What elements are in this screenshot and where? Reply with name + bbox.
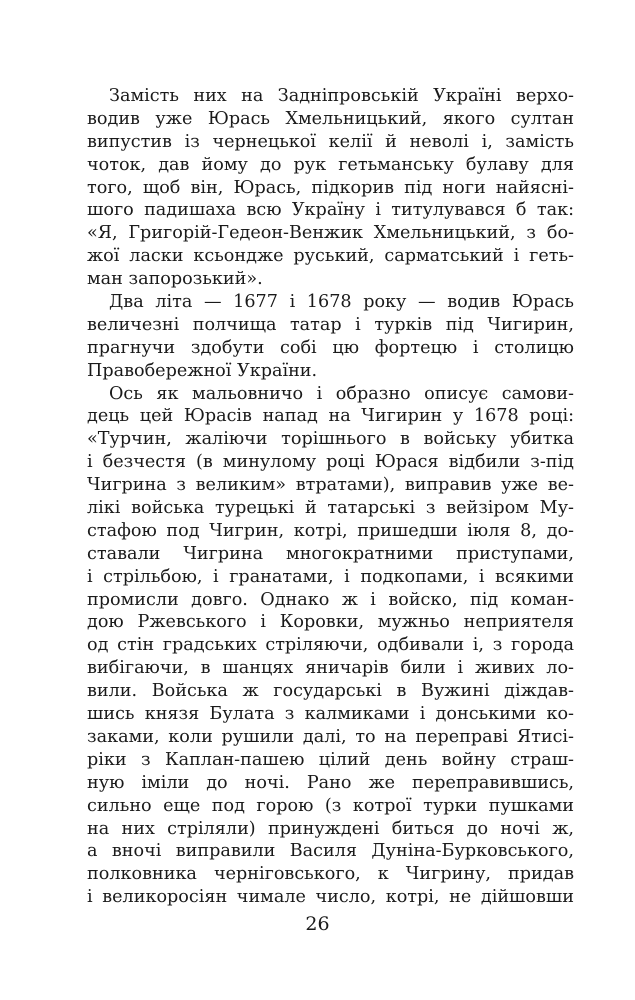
text-line: жої ласки ксьондже руський, сарматський і геть- xyxy=(87,246,574,267)
text-line: дець цей Юрасів напад на Чигирин у 1678 році: xyxy=(87,406,574,427)
text-line: на них стріляли) принуждені биться до ночі ж, xyxy=(87,818,574,839)
text-line: чоток, дав йому до рук гетьманську булаву для xyxy=(87,154,574,175)
page-number: 26 xyxy=(305,913,330,935)
text-line: і безчестя (в минулому році Юрася відбили з-під xyxy=(87,452,574,473)
text-line: вили. Войська ж государські в Вужині діждав- xyxy=(87,681,574,702)
text-line: стафою под Чигрин, котрі, пришедши іюля 8, до- xyxy=(87,520,574,541)
text-line: сильно еще под горою (з котрої турки пушками xyxy=(87,795,574,816)
text-line: «Я, Григорій-Гедеон-Венжик Хмельницький, з бо- xyxy=(87,223,574,244)
text-line: Ось як мальовничо і образно описує самови- xyxy=(109,383,574,404)
text-line: дою Ржевського і Коровки, мужньо неприятеля xyxy=(87,612,574,633)
text-line: водив уже Юрась Хмельницький, якого султан xyxy=(87,108,574,129)
text-line: Два літа — 1677 і 1678 року — водив Юрась xyxy=(109,292,574,313)
text-line: Замість них на Задніпровській Україні верхо- xyxy=(109,86,574,106)
text-line: ріки з Каплан-пашею цілий день войну страш- xyxy=(87,749,574,770)
text-line: ставали Чигрина многократними приступами, xyxy=(87,543,574,564)
text-line: прагнучи здобути собі цю фортецю і столицю xyxy=(87,337,574,358)
text-line: вибігаючи, в шанцях яничарів били і живих ло- xyxy=(87,658,574,679)
text-line: і великоросіян чимале число, котрі, не дійшовши xyxy=(87,887,574,908)
text-line: заками, коли рушили далі, то на переправі Ятисі- xyxy=(87,726,574,747)
text-line: ман запорозький». xyxy=(87,269,263,290)
text-line: шого падишаха всю Україну і титулувався б так: xyxy=(87,200,574,221)
text-line: Чигрина з великим» втратами), виправив уже ве- xyxy=(87,475,574,496)
text-line: шись князя Булата з калмиками і донськими ко- xyxy=(87,704,574,725)
text-line: лікі войська турецькі й татарські з вейзіром Му- xyxy=(87,498,574,519)
text-line: випустив із чернецької келії й неволі і, замість xyxy=(87,131,574,152)
text-line: полковника черніговського, к Чигрину, придав xyxy=(87,864,574,885)
text-line: од стін градських стріляючи, одбивали і, з города xyxy=(87,635,574,656)
text-line: величезні полчища татар і турків під Чигирин, xyxy=(87,314,574,335)
text-line: а вночі виправили Василя Дуніна-Бурковського, xyxy=(87,841,574,862)
paragraph xyxy=(87,291,574,383)
text-line: того, щоб він, Юрась, підкорив під ноги найяснi- xyxy=(87,177,574,198)
paragraph xyxy=(87,383,574,909)
text-line: і стрільбою, і гранатами, і подкопами, і всякими xyxy=(87,566,574,587)
body-text xyxy=(87,85,574,909)
paragraph xyxy=(87,85,574,291)
text-line: «Турчин, жаліючи торішнього в войську убитка xyxy=(87,429,574,450)
text-line: промисли довго. Однако ж і войско, під коман- xyxy=(87,589,574,610)
text-line: Правобережної України. xyxy=(87,360,318,381)
text-line: ную іміли до ночі. Рано же переправившись, xyxy=(87,772,574,793)
